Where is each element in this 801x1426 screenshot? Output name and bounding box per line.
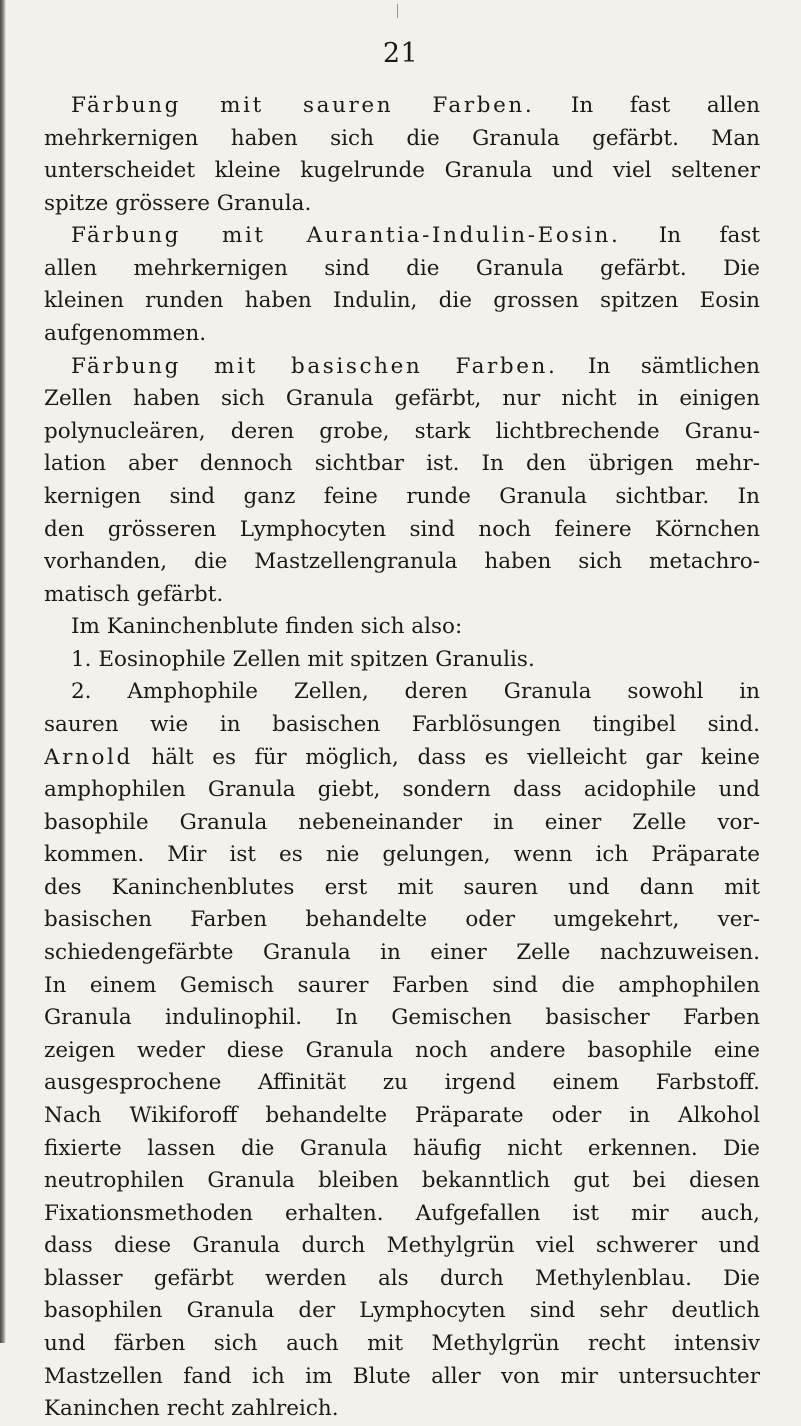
line-text: allen mehrkernigen sind die Granula gefärbt. Die bbox=[44, 255, 760, 281]
line-text: spitze grössere Granula. bbox=[44, 190, 312, 216]
text-line bbox=[44, 970, 760, 1003]
text-line bbox=[44, 839, 760, 872]
text-line bbox=[44, 546, 760, 579]
line-text: ausgesprochene Affinität zu irgend einem Farbstoff. bbox=[44, 1070, 760, 1096]
text-line bbox=[44, 481, 760, 514]
line-text: fixierte lassen die Granula häufig nicht erkennen. Die bbox=[44, 1135, 760, 1161]
text-line bbox=[44, 90, 760, 123]
line-text: Zellen haben sich Granula gefärbt, nur nicht in einigen bbox=[44, 386, 760, 412]
line-text: matisch gefärbt. bbox=[44, 581, 224, 607]
text-line bbox=[44, 318, 760, 351]
line-text: Kaninchen recht zahlreich. bbox=[44, 1396, 339, 1422]
text-line bbox=[44, 611, 760, 644]
text-line bbox=[44, 514, 760, 547]
text-line bbox=[44, 1295, 760, 1328]
line-text: schiedengefärbte Granula in einer Zelle nachzuweisen. bbox=[44, 940, 760, 966]
text-line bbox=[44, 1100, 760, 1133]
line-text: In fast bbox=[620, 223, 760, 249]
line-text: dass diese Granula durch Methylgrün viel schwerer und bbox=[44, 1233, 760, 1259]
text-line bbox=[44, 1361, 760, 1394]
text-line bbox=[44, 188, 760, 221]
text-line bbox=[44, 1002, 760, 1035]
line-text: sauren wie in basischen Farblösungen tingibel sind. bbox=[44, 711, 760, 737]
text-line bbox=[44, 774, 760, 807]
text-line bbox=[44, 1230, 760, 1263]
line-text: lation aber dennoch sichtbar ist. In den übrigen mehr- bbox=[44, 451, 760, 477]
line-text: basophile Granula nebeneinander in einer Zelle vor- bbox=[44, 809, 760, 835]
text-line bbox=[44, 1035, 760, 1068]
text-line bbox=[44, 676, 760, 709]
text-line bbox=[44, 742, 760, 775]
line-text: 2. Amphophile Zellen, deren Granula sowohl in bbox=[71, 679, 760, 705]
text-line bbox=[44, 416, 760, 449]
text-line bbox=[44, 1067, 760, 1100]
body-text bbox=[44, 90, 760, 1426]
spaced-name: Arnold bbox=[44, 744, 133, 770]
line-text: In fast allen bbox=[534, 93, 760, 118]
line-text: Mastzellen fand ich im Blute aller von mir untersuchter bbox=[44, 1363, 760, 1389]
line-text: amphophilen Granula giebt, sondern dass acidophile und bbox=[44, 777, 760, 803]
text-line bbox=[44, 383, 760, 416]
line-text: In einem Gemisch saurer Farben sind die amphophilen bbox=[44, 972, 760, 998]
text-line bbox=[44, 709, 760, 742]
line-text: neutrophilen Granula bleiben bekanntlich gut bei diesen bbox=[44, 1168, 760, 1194]
page-number: 21 bbox=[382, 38, 419, 69]
line-text: blasser gefärbt werden als durch Methylenblau. Die bbox=[44, 1265, 760, 1291]
text-line bbox=[44, 220, 760, 253]
text-line bbox=[44, 872, 760, 905]
line-text: und färben sich auch mit Methylgrün recht intensiv bbox=[44, 1330, 760, 1356]
text-line bbox=[44, 807, 760, 840]
line-text: aufgenommen. bbox=[44, 321, 207, 347]
text-line bbox=[44, 644, 760, 677]
line-text: mehrkernigen haben sich die Granula gefärbt. Man bbox=[44, 125, 760, 151]
text-line bbox=[44, 1328, 760, 1361]
line-text: Granula indulinophil. In Gemischen basischer Farben bbox=[44, 1005, 760, 1031]
line-text: kernigen sind ganz feine runde Granula sichtbar. In bbox=[44, 483, 760, 509]
text-line bbox=[44, 253, 760, 286]
spaced-heading: Färbung mit basischen Farben. bbox=[71, 353, 558, 379]
text-line bbox=[44, 155, 760, 188]
text-line bbox=[44, 351, 760, 384]
text-line bbox=[44, 1393, 760, 1426]
line-text: kommen. Mir ist es nie gelungen, wenn ich Präparate bbox=[44, 842, 760, 868]
top-crease-mark bbox=[397, 4, 398, 18]
page-edge-shadow bbox=[0, 0, 6, 1343]
line-text: basischen Farben behandelte oder umgekehrt, ver- bbox=[44, 907, 760, 933]
text-line bbox=[44, 1133, 760, 1166]
text-line bbox=[44, 123, 760, 156]
line-text: basophilen Granula der Lymphocyten sind sehr deutlich bbox=[44, 1298, 760, 1324]
text-line bbox=[44, 579, 760, 612]
line-text: den grösseren Lymphocyten sind noch feinere Körnchen bbox=[44, 516, 760, 542]
line-text: des Kaninchenblutes erst mit sauren und dann mit bbox=[44, 874, 760, 900]
line-text: hält es für möglich, dass es vielleicht gar keine bbox=[132, 744, 760, 770]
line-text: polynucleären, deren grobe, stark lichtbrechende Granu- bbox=[44, 418, 760, 444]
text-line bbox=[44, 904, 760, 937]
spaced-heading: Färbung mit Aurantia-Indulin-Eosin. bbox=[71, 223, 621, 249]
text-line bbox=[44, 1263, 760, 1296]
line-text: zeigen weder diese Granula noch andere basophile eine bbox=[44, 1037, 760, 1063]
line-text: 1. Eosinophile Zellen mit spitzen Granulis. bbox=[71, 646, 535, 672]
line-text: kleinen runden haben Indulin, die grossen spitzen Eosin bbox=[44, 288, 760, 314]
text-line bbox=[44, 285, 760, 318]
text-line bbox=[44, 448, 760, 481]
text-line bbox=[44, 1198, 760, 1231]
line-text: vorhanden, die Mastzellengranula haben sich metachro- bbox=[44, 549, 760, 575]
line-text: In sämtlichen bbox=[557, 353, 760, 379]
text-line bbox=[44, 1165, 760, 1198]
line-text: Nach Wikiforoff behandelte Präparate oder in Alkohol bbox=[44, 1102, 760, 1128]
line-text: unterscheidet kleine kugelrunde Granula und viel seltener bbox=[44, 158, 760, 184]
text-line bbox=[44, 937, 760, 970]
spaced-heading: Färbung mit sauren Farben. bbox=[71, 93, 535, 118]
line-text: Im Kaninchenblute finden sich also: bbox=[71, 614, 463, 640]
line-text: Fixationsmethoden erhalten. Aufgefallen ist mir auch, bbox=[44, 1200, 760, 1226]
